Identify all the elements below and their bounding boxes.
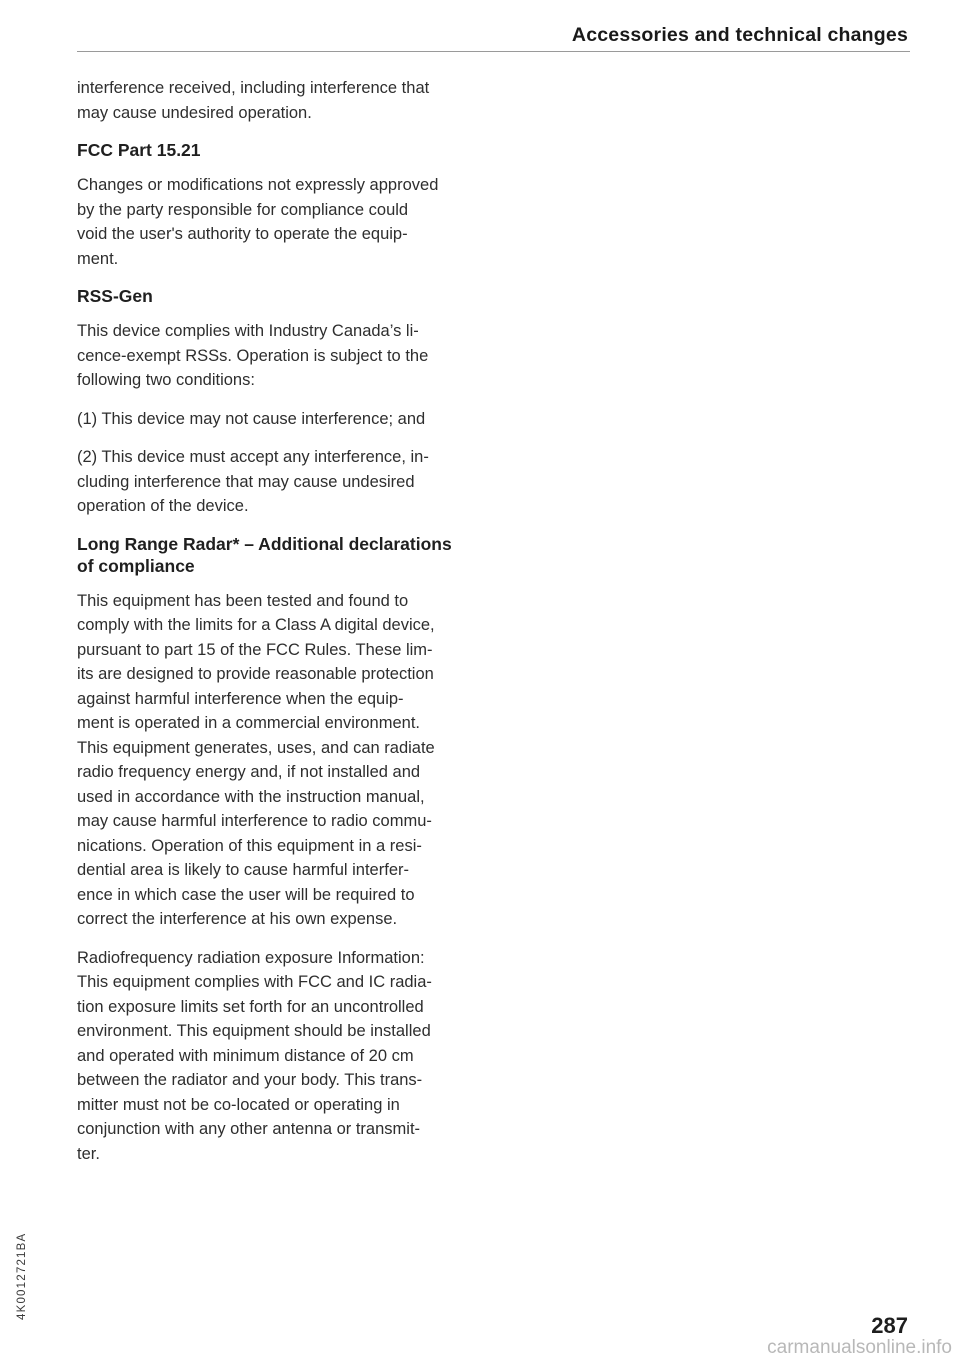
condition-1 <box>77 407 477 432</box>
text-line: (2) This device must accept any interference, in- <box>77 448 429 466</box>
text-line: void the user's authority to operate the equip- <box>77 225 408 243</box>
section-heading-fcc: FCC Part 15.21 <box>77 140 201 160</box>
text-line: This equipment generates, uses, and can radiate <box>77 738 435 757</box>
text-line: This device complies with Industry Canada’s li- <box>77 322 419 340</box>
text-line: may cause harmful interference to radio commu- <box>77 812 432 830</box>
text-line: This equipment complies with FCC and IC radia- <box>77 973 432 991</box>
text-line: conjunction with any other antenna or transmit- <box>77 1120 421 1138</box>
text-line: (1) This device may not cause interference; and <box>77 409 426 428</box>
intro-paragraph <box>77 76 477 125</box>
fcc-paragraph <box>77 173 477 271</box>
text-line: environment. This equipment should be installed <box>77 1022 431 1040</box>
heading-line: of compliance <box>77 555 195 576</box>
text-line: ter. <box>77 1144 100 1163</box>
text-line: comply with the limits for a Class A digital device, <box>77 616 435 634</box>
text-line: cence-exempt RSSs. Operation is subject to the <box>77 346 429 365</box>
page-header-title: Accessories and technical changes <box>571 24 908 46</box>
text-line: ment. <box>77 249 119 268</box>
text-line: Radiofrequency radiation exposure Information: <box>77 948 425 967</box>
text-line: mitter must not be co-located or operating in <box>77 1095 400 1114</box>
condition-2 <box>77 445 477 519</box>
text-line: dential area is likely to cause harmful interfer- <box>77 861 409 879</box>
heading-line: Long Range Radar* – Additional declarations <box>77 533 452 554</box>
text-line: radio frequency energy and, if not installed and <box>77 763 421 781</box>
text-line: may cause undesired operation. <box>77 103 312 122</box>
text-line: ment is operated in a commercial environment. <box>77 714 420 732</box>
exposure-paragraph <box>77 946 477 1167</box>
text-line: Changes or modifications not expressly approved <box>77 176 439 194</box>
rss-paragraph <box>77 319 477 393</box>
main-content <box>77 76 477 1180</box>
text-line: This equipment has been tested and found to <box>77 591 409 610</box>
document-code: 4K0012721BA <box>16 1232 28 1320</box>
text-line: operation of the device. <box>77 497 249 515</box>
text-line: by the party responsible for compliance could <box>77 200 409 219</box>
section-heading-rss: RSS-Gen <box>77 286 153 306</box>
section-heading-radar <box>77 533 477 577</box>
text-line: its are designed to provide reasonable protection <box>77 665 434 683</box>
text-line: between the radiator and your body. This trans- <box>77 1071 423 1089</box>
text-line: following two conditions: <box>77 371 255 389</box>
text-line: correct the interference at his own expense. <box>77 910 398 928</box>
watermark: carmanualsonline.info <box>767 1337 952 1358</box>
text-line: and operated with minimum distance of 20 cm <box>77 1046 414 1065</box>
text-line: ence in which case the user will be required to <box>77 885 415 904</box>
text-line: tion exposure limits set forth for an uncontrolled <box>77 997 424 1016</box>
page-number: 287 <box>871 1313 908 1338</box>
text-line: used in accordance with the instruction manual, <box>77 787 425 806</box>
radar-paragraph <box>77 589 477 932</box>
text-line: against harmful interference when the equip- <box>77 689 404 708</box>
text-line: cluding interference that may cause undesired <box>77 472 415 491</box>
text-line: pursuant to part 15 of the FCC Rules. These lim- <box>77 640 433 659</box>
text-line: interference received, including interference that <box>77 79 430 97</box>
text-line: nications. Operation of this equipment in a resi- <box>77 836 422 855</box>
header-divider <box>77 51 910 52</box>
